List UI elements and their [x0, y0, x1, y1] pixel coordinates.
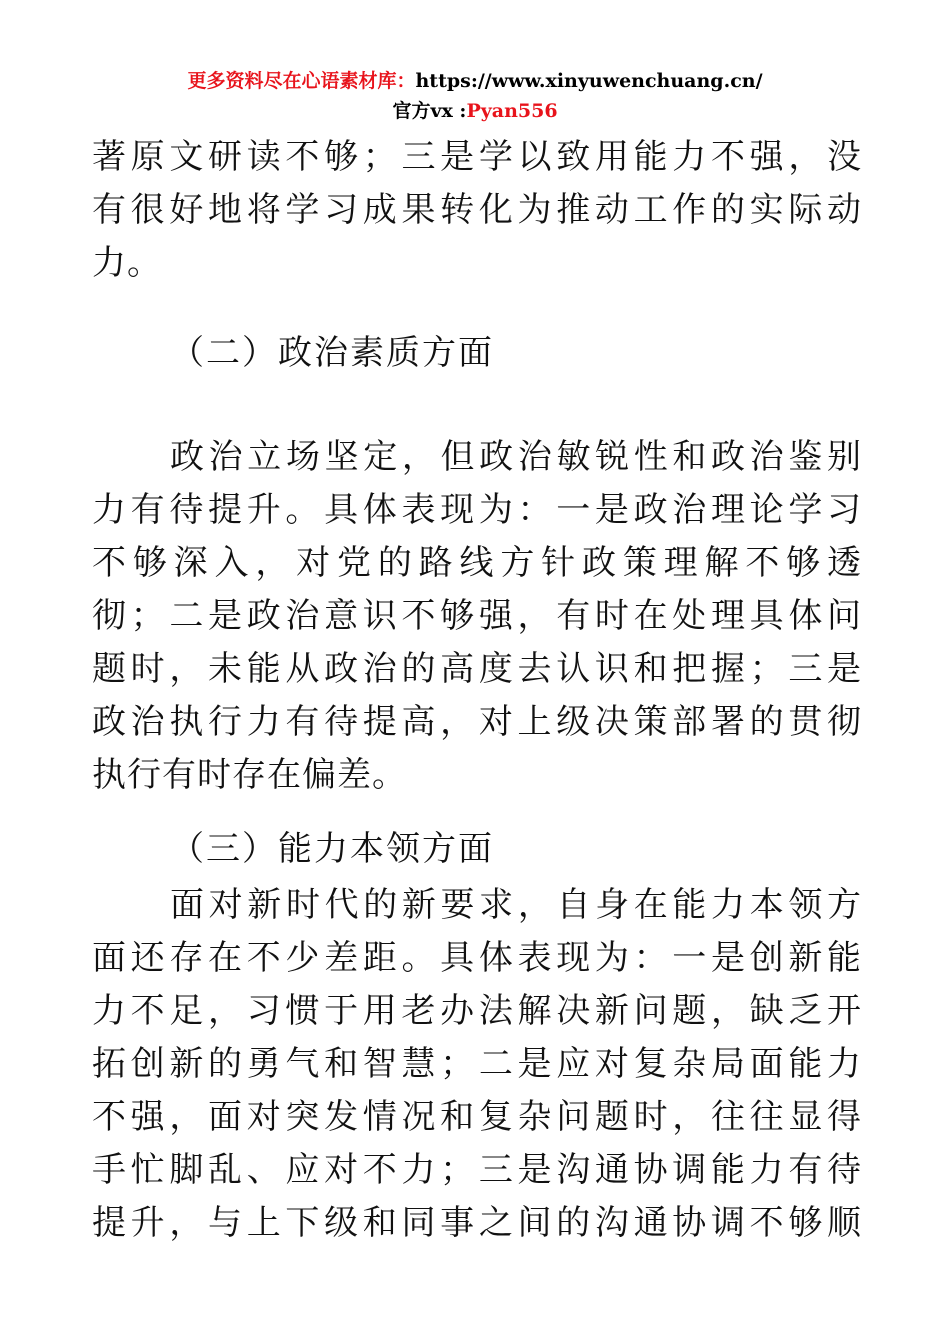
section-heading-ability: （三）能力本领方面 — [170, 829, 494, 869]
paragraph-political — [92, 431, 862, 802]
paragraph-line: 题时，未能从政治的高度去认识和把握；三是 — [92, 649, 862, 689]
header-wechat-id: Pyan556 — [466, 100, 558, 122]
paragraph-line: 面对新时代的新要求，自身在能力本领方 — [170, 885, 862, 925]
paragraph-line: 手忙脚乱、应对不力；三是沟通协调能力有待 — [92, 1150, 862, 1190]
paragraph-line: 政治立场坚定，但政治敏锐性和政治鉴别 — [170, 437, 862, 477]
paragraph-ability — [92, 879, 862, 1250]
header-wechat-label: 官方vx : — [392, 100, 467, 122]
paragraph-line: 彻；二是政治意识不够强，有时在处理具体问 — [92, 596, 862, 636]
header-url-link[interactable]: https://www.xinyuwenchuang.cn/ — [415, 70, 763, 92]
paragraph-line: 拓创新的勇气和智慧；二是应对复杂局面能力 — [92, 1044, 862, 1084]
paragraph-line: 力。 — [92, 243, 162, 283]
paragraph-line: 不强，面对突发情况和复杂问题时，往往显得 — [92, 1097, 862, 1137]
section-heading-political: （二）政治素质方面 — [170, 333, 494, 373]
paragraph-line: 提升，与上下级和同事之间的沟通协调不够顺 — [92, 1203, 862, 1243]
paragraph-line: 面还存在不少差距。具体表现为：一是创新能 — [92, 938, 862, 978]
paragraph-line: 力不足，习惯于用老办法解决新问题，缺乏开 — [92, 991, 862, 1031]
paragraph-top — [92, 131, 862, 290]
header-line-2 — [0, 96, 950, 126]
paragraph-line: 政治执行力有待提高，对上级决策部署的贯彻 — [92, 702, 862, 742]
header-line-1 — [0, 66, 950, 96]
page-header — [0, 66, 950, 126]
header-promo-text: 更多资料尽在心语素材库： — [187, 70, 416, 92]
paragraph-line: 不够深入，对党的路线方针政策理解不够透 — [92, 543, 862, 583]
paragraph-line: 执行有时存在偏差。 — [92, 755, 407, 795]
paragraph-line: 有很好地将学习成果转化为推动工作的实际动 — [92, 190, 862, 230]
paragraph-line: 力有待提升。具体表现为：一是政治理论学习 — [92, 490, 862, 530]
paragraph-line: 著原文研读不够；三是学以致用能力不强，没 — [92, 137, 862, 177]
